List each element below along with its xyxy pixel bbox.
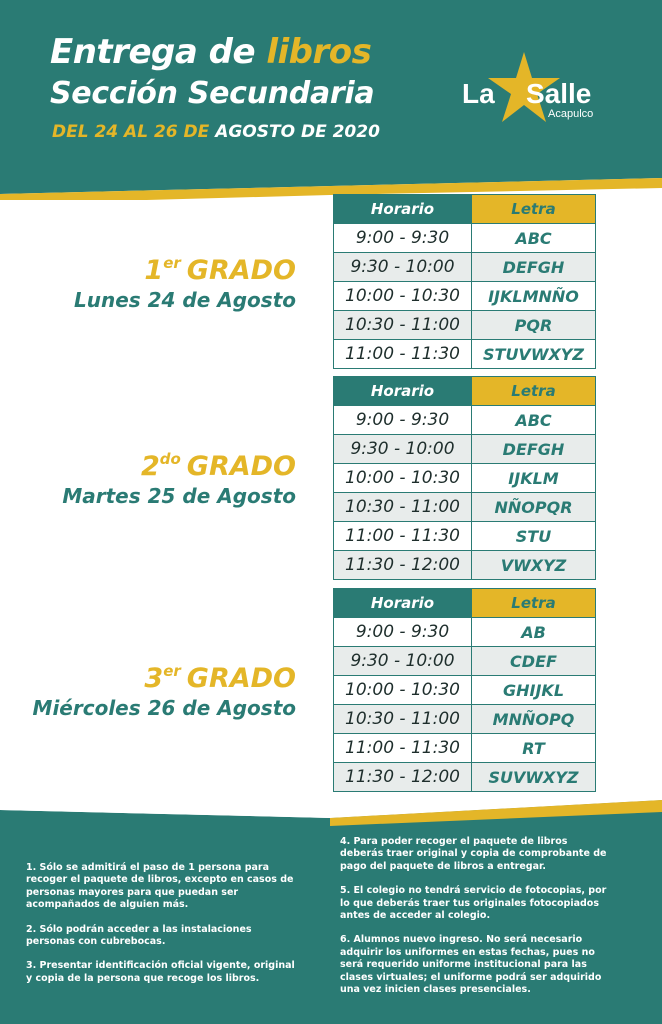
letra-header: Letra <box>472 377 596 406</box>
table-row: 9:00 - 9:30 AB <box>334 618 596 647</box>
table-row: 9:30 - 10:00 DEFGH <box>334 435 596 464</box>
page-subtitle: Sección Secundaria <box>50 76 375 111</box>
date-range: DEL 24 AL 26 DE AGOSTO DE 2020 <box>52 122 380 142</box>
horario-header: Horario <box>334 589 472 618</box>
header-banner <box>0 0 662 200</box>
table-header-row <box>334 195 596 224</box>
table-row: 11:30 - 12:00 VWXYZ <box>334 551 596 580</box>
note-5: 5. El colegio no tendrá servicio de fotocopias, por lo que deberás traer tus originales fotocopiados antes de acceder al colegio. <box>340 885 607 922</box>
grade-1-day: Lunes 24 de Agosto <box>73 288 296 312</box>
table-row: 9:00 - 9:30 ABC <box>334 224 596 253</box>
notes-right-column <box>340 836 612 1008</box>
grade-2-name: $2^{do}$ GRADO <box>140 450 296 482</box>
logo-la-text: La <box>462 78 495 109</box>
table-row: 9:30 - 10:00 DEFGH <box>334 253 596 282</box>
grade-1-name: 1er GRADO <box>144 254 296 286</box>
table-row: 10:00 - 10:30 IJKLM <box>334 464 596 493</box>
note-4: 4. Para poder recoger el paquete de libros deberás traer original y copia de comprobante de pago del paquete de libros a entregar. <box>340 836 607 872</box>
table-row: 10:30 - 11:00 NÑOPQR <box>334 493 596 522</box>
grade-3-schedule-table <box>333 588 596 792</box>
note-3: 3. Presentar identificación oficial vigente, original y copia de la persona que recoge los libros. <box>26 960 295 984</box>
la-salle-logo <box>462 50 612 130</box>
table-row: 9:30 - 10:00 CDEF <box>334 647 596 676</box>
table-row: 11:30 - 12:00 SUVWXYZ <box>334 763 596 792</box>
page-title: Entrega de libros <box>50 32 372 72</box>
grade-3-name: 3er GRADO <box>144 662 296 694</box>
notes-left-column <box>26 862 298 997</box>
horario-header: Horario <box>334 377 472 406</box>
table-row: 11:00 - 11:30 STUVWXYZ <box>334 340 596 369</box>
table-row: 9:00 - 9:30 ABC <box>334 406 596 435</box>
logo-city-text: Acapulco <box>548 108 594 120</box>
grade-2-schedule-table <box>333 376 596 580</box>
note-6: 6. Alumnos nuevo ingreso. No será necesario adquirir los uniformes en estas fechas, pues no será requerido uniforme institucional para las clases virtuales; el uniforme podrá ser adquirido una vez inicien clases presenciales. <box>340 934 602 996</box>
grade-2-heading <box>62 450 296 508</box>
grade-1-heading <box>74 254 296 312</box>
table-row: 11:00 - 11:30 STU <box>334 522 596 551</box>
table-header-row <box>334 589 596 618</box>
grade-2-day: Martes 25 de Agosto <box>62 484 296 508</box>
horario-header: Horario <box>334 195 472 224</box>
table-header-row <box>334 377 596 406</box>
letra-header: Letra <box>472 589 596 618</box>
table-row: 10:00 - 10:30 IJKLMNÑO <box>334 282 596 311</box>
table-row: 10:00 - 10:30 GHIJKL <box>334 676 596 705</box>
grade-3-day: Miércoles 26 de Agosto <box>32 696 296 720</box>
grade-3-heading <box>33 662 296 720</box>
table-row: 10:30 - 11:00 MNÑOPQ <box>334 705 596 734</box>
title-accent: libros <box>266 32 372 72</box>
table-row: 11:00 - 11:30 RT <box>334 734 596 763</box>
letra-header: Letra <box>472 195 596 224</box>
note-1: 1. Sólo se admitirá el paso de 1 persona para recoger el paquete de libros, excepto en casos de personas mayores para que puedan ser acompañados de alguien más. <box>26 862 294 911</box>
table-row: 10:30 - 11:00 PQR <box>334 311 596 340</box>
grade-1-schedule-table <box>333 194 596 369</box>
logo-salle-text: Salle <box>526 78 592 109</box>
note-2: 2. Sólo podrán acceder a las instalaciones personas con cubrebocas. <box>26 923 252 948</box>
